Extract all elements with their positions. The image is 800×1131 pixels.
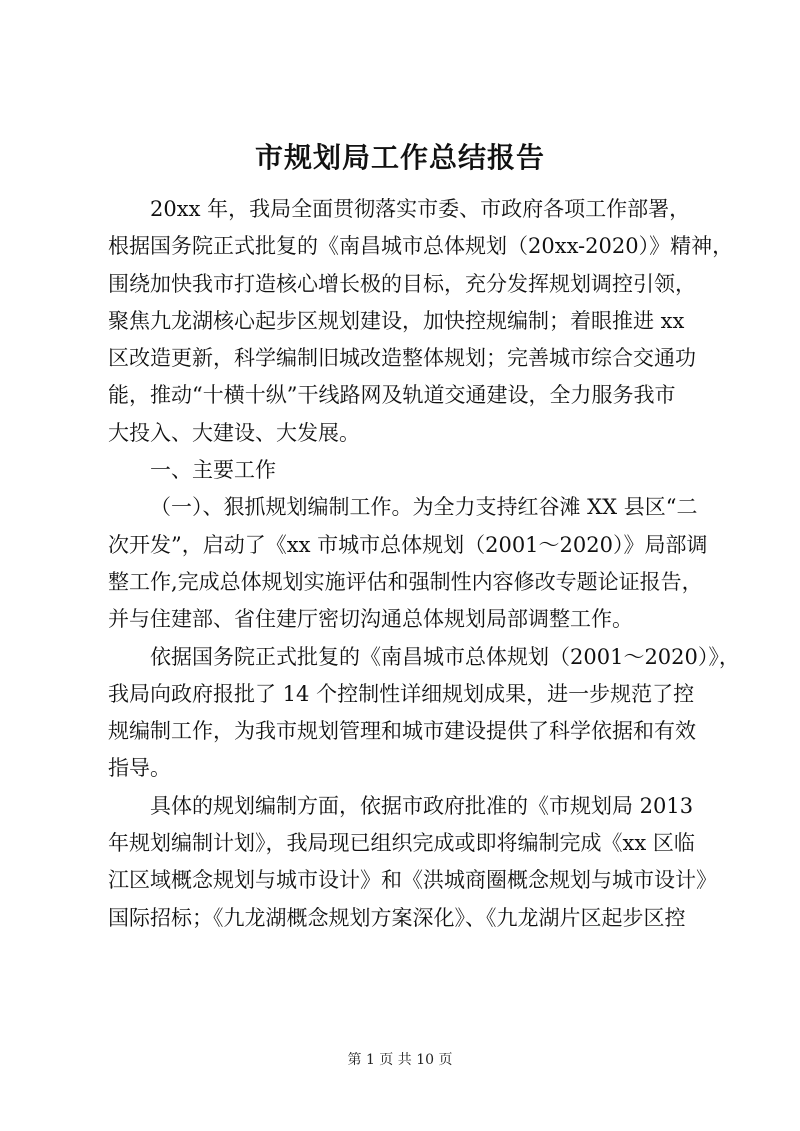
text-line: 规编制工作，为我市规划管理和城市建设提供了科学依据和有效: [108, 719, 696, 744]
text-line: 并与住建部、省住建厅密切沟通总体规划局部调整工作。: [108, 607, 633, 632]
text-line: 具体的规划编制方面，依据市政府批准的《市规划局 2013: [150, 793, 694, 818]
text-line: 20xx 年，我局全面贯彻落实市委、市政府各项工作部署，: [150, 197, 691, 221]
text-line: 指导。: [108, 756, 171, 781]
paragraph-specific-planning: [108, 788, 717, 937]
text-line: 大投入、大建设、大发展。: [108, 420, 360, 445]
text-line: 区改造更新，科学编制旧城改造整体规划；完善城市综合交通功: [108, 346, 696, 371]
text-line: （一）、狠抓规划编制工作。为全力支持红谷滩 XX 县区“二: [150, 495, 698, 520]
text-line: 国际招标；《九龙湖概念规划方案深化》、《九龙湖片区起步区控: [108, 905, 686, 930]
text-line: 一、主要工作: [150, 458, 276, 483]
page-footer: 第 1 页 共 10 页: [347, 1052, 453, 1068]
document-title: 市规划局工作总结报告: [254, 141, 545, 174]
paragraph-planning-work: [108, 489, 708, 638]
text-line: 依据国务院正式批复的《南昌城市总体规划（2001～2020）》，: [150, 644, 740, 669]
document-body: [108, 191, 740, 937]
paragraph-intro: [108, 191, 734, 452]
text-line: 年规划编制计划》，我局现已组织完成或即将编制完成《xx 区临: [108, 831, 695, 856]
paragraph-state-council: [108, 639, 740, 788]
section-heading: [108, 452, 708, 489]
text-line: 整工作,完成总体规划实施评估和强制性内容修改专题论证报告，: [108, 569, 703, 594]
text-line: 江区域概念规划与城市设计》和《洪城商圈概念规划与城市设计》: [108, 868, 717, 893]
text-line: 能，推动“十横十纵”干线路网及轨道交通建设，全力服务我市: [108, 383, 676, 408]
text-line: 根据国务院正式批复的《南昌城市总体规划（20xx-2020）》精神，: [108, 234, 734, 259]
text-line: 围绕加快我市打造核心增长极的目标，充分发挥规划调控引领，: [108, 271, 696, 296]
text-line: 次开发”，启动了《xx 市城市总体规划（2001～2020）》局部调: [108, 532, 708, 557]
text-line: 我局向政府报批了 14 个控制性详细规划成果，进一步规范了控: [108, 681, 695, 706]
text-line: 聚焦九龙湖核心起步区规划建设，加快控规编制；着眼推进 xx: [108, 308, 685, 333]
